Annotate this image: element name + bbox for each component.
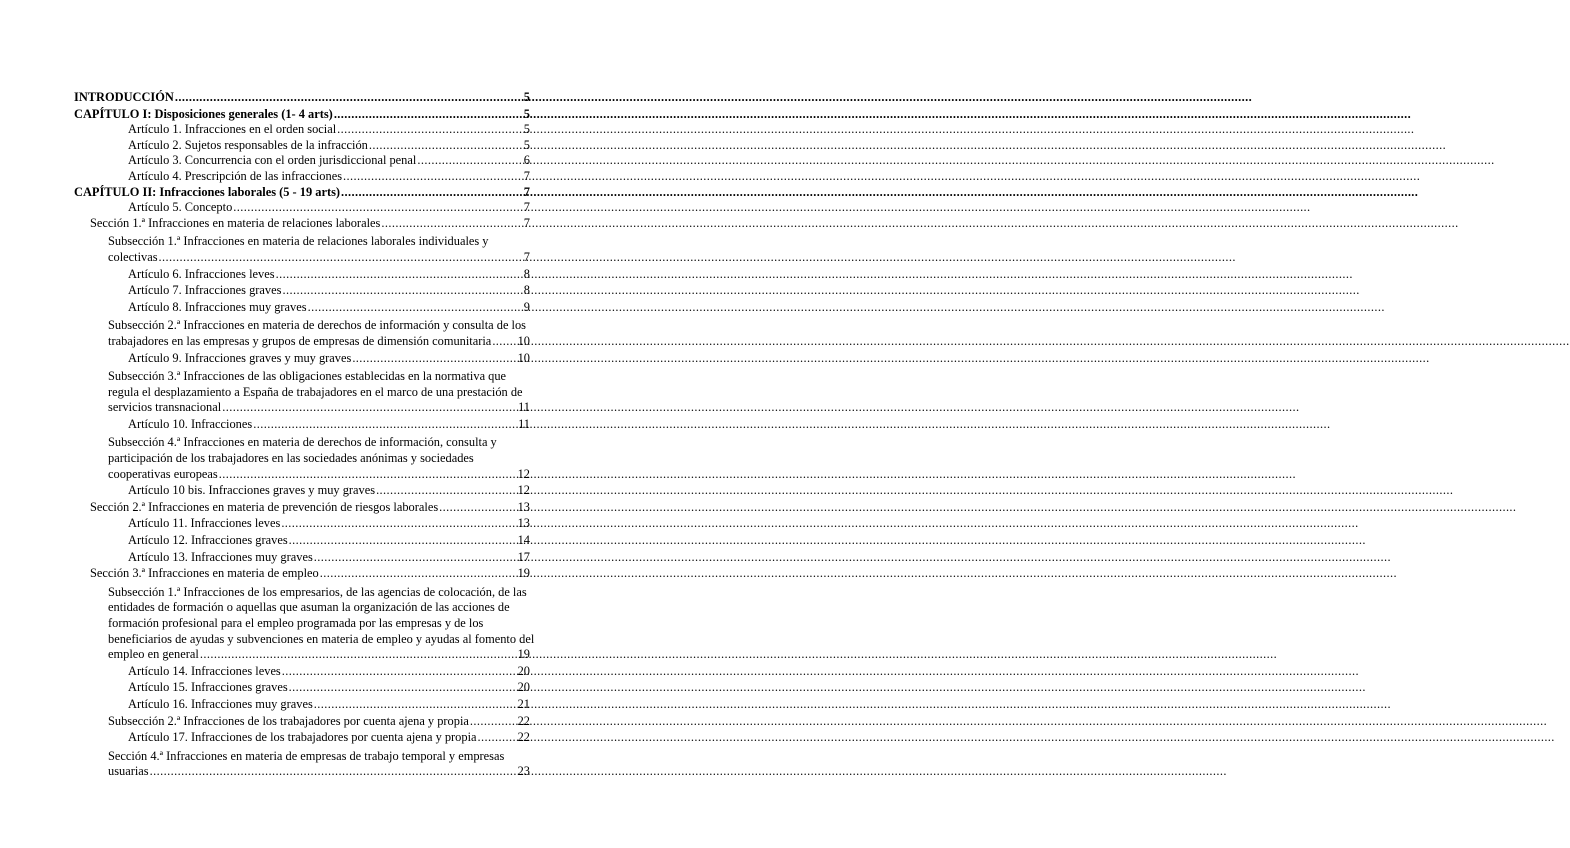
toc-entry-title: Artículo 11. Infracciones leves bbox=[128, 516, 281, 531]
toc-page-number: 7 bbox=[523, 184, 530, 199]
toc-leader-dots bbox=[478, 730, 517, 746]
toc-entry-articulo-10-bis[interactable] bbox=[128, 483, 530, 499]
toc-entry-articulo-10[interactable] bbox=[128, 417, 530, 433]
toc-entry-title: Artículo 7. Infracciones graves bbox=[128, 283, 282, 298]
toc-entry-articulo-3[interactable] bbox=[128, 153, 530, 169]
toc-page-number: 5 bbox=[523, 90, 530, 104]
toc-entry-articulo-9[interactable] bbox=[128, 351, 530, 367]
toc-leader-dots bbox=[381, 216, 522, 232]
toc-page-number: 11 bbox=[518, 400, 530, 415]
toc-entry-title: Artículo 13. Infracciones muy graves bbox=[128, 549, 313, 564]
toc-entry-title-line: Subsección 1.ª Infracciones en materia de relaciones laborales individuales y bbox=[108, 234, 489, 249]
toc-entry-title: Artículo 5. Concepto bbox=[128, 200, 233, 215]
toc-entry-title: Artículo 8. Infracciones muy graves bbox=[128, 299, 307, 314]
toc-page-number: 14 bbox=[517, 533, 530, 548]
toc-leader-dots bbox=[334, 107, 523, 123]
toc-entry-articulo-1[interactable] bbox=[128, 122, 530, 138]
toc-entry-seccion-3[interactable] bbox=[90, 566, 530, 582]
toc-leader-dots bbox=[343, 169, 523, 185]
toc-page-number: 7 bbox=[523, 215, 530, 230]
toc-page-number: 9 bbox=[523, 299, 530, 314]
toc-entry-capitulo-2[interactable] bbox=[74, 185, 530, 201]
toc-leader-dots bbox=[233, 200, 523, 216]
toc-leader-dots bbox=[341, 185, 523, 201]
toc-entry-title-line: formación profesional para el empleo programada por las empresas y de los bbox=[108, 616, 484, 630]
toc-entry-title-line: Subsección 1.ª Infracciones de los empresarios, de las agencias de colocación, de las bbox=[108, 584, 527, 599]
toc-entry-title: INTRODUCCIÓN bbox=[74, 90, 174, 104]
toc-entry-title: Artículo 12. Infracciones graves bbox=[128, 533, 288, 548]
toc-entry-title-line: Sección 4.ª Infracciones en materia de empresas de trabajo temporal y empresas bbox=[108, 748, 505, 763]
toc-entry-title-line: Subsección 4.ª Infracciones en materia de derechos de información, consulta y bbox=[108, 435, 497, 450]
toc-entry-title-line: cooperativas europeas bbox=[108, 466, 218, 481]
toc-entry-title-line: usuarias bbox=[108, 764, 149, 779]
toc-entry-subseccion-1-1[interactable] bbox=[108, 234, 530, 265]
toc-page-number: 20 bbox=[517, 663, 530, 678]
toc-entry-title-line: servicios transnacional bbox=[108, 400, 222, 415]
toc-entry-articulo-5[interactable] bbox=[128, 200, 530, 216]
toc-entry-title: Artículo 16. Infracciones muy graves bbox=[128, 696, 313, 711]
toc-entry-seccion-1[interactable] bbox=[90, 216, 530, 232]
toc-entry-articulo-11[interactable] bbox=[128, 516, 530, 532]
toc-entry-title: Sección 1.ª Infracciones en materia de relaciones laborales bbox=[90, 215, 381, 230]
toc-leader-dots bbox=[219, 467, 517, 483]
toc-leader-dots bbox=[282, 664, 517, 680]
toc-leader-dots bbox=[314, 697, 517, 713]
toc-entry-title-line: participación de los trabajadores en las sociedades anónimas y sociedades bbox=[108, 451, 474, 466]
toc-page-number: 22 bbox=[517, 713, 530, 728]
toc-leader-dots bbox=[289, 680, 517, 696]
toc-page-number: 13 bbox=[517, 516, 530, 531]
toc-entry-title: Artículo 15. Infracciones graves bbox=[128, 680, 288, 695]
toc-entry-subseccion-1-4[interactable] bbox=[108, 435, 530, 482]
toc-page-number: 13 bbox=[517, 499, 530, 514]
toc-entry-articulo-13[interactable] bbox=[128, 550, 530, 566]
toc-entry-capitulo-1[interactable] bbox=[74, 107, 530, 123]
toc-leader-dots bbox=[337, 122, 523, 138]
toc-entry-title: Artículo 2. Sujetos responsables de la infracción bbox=[128, 137, 368, 152]
toc-entry-title-line: regula el desplazamiento a España de trabajadores en el marco de una prestación de bbox=[108, 384, 523, 399]
toc-leader-dots bbox=[159, 250, 523, 266]
toc-leader-dots bbox=[417, 153, 522, 169]
toc-page-number: 10 bbox=[517, 350, 530, 365]
toc-entry-articulo-6[interactable] bbox=[128, 267, 530, 283]
toc-leader-dots bbox=[175, 90, 523, 106]
toc-entry-title-line: beneficiarios de ayudas y subvenciones en materia de empleo y ayudas al fomento del bbox=[108, 631, 535, 646]
toc-page-number: 6 bbox=[523, 153, 530, 168]
toc-entry-title: Artículo 3. Concurrencia con el orden jurisdiccional penal bbox=[128, 153, 417, 168]
toc-page-number: 19 bbox=[517, 566, 530, 581]
toc-page-number: 17 bbox=[517, 549, 530, 564]
toc-leader-dots bbox=[470, 714, 517, 730]
toc-entry-articulo-15[interactable] bbox=[128, 680, 530, 696]
toc-page-number: 8 bbox=[523, 266, 530, 281]
toc-entry-subseccion-1-3[interactable] bbox=[108, 369, 530, 416]
toc-entry-subseccion-3-2[interactable] bbox=[108, 714, 530, 730]
toc-page-number: 19 bbox=[517, 647, 530, 662]
toc-leader-dots bbox=[222, 400, 517, 416]
toc-entry-articulo-16[interactable] bbox=[128, 697, 530, 713]
toc-page-number: 23 bbox=[517, 764, 530, 779]
toc-page-number: 8 bbox=[523, 283, 530, 298]
toc-entry-title: Artículo 14. Infracciones leves bbox=[128, 663, 281, 678]
toc-leader-dots bbox=[314, 550, 517, 566]
toc-page-number: 21 bbox=[517, 696, 530, 711]
toc-entry-title: Artículo 1. Infracciones en el orden social bbox=[128, 122, 337, 137]
toc-leader-dots bbox=[289, 533, 517, 549]
toc-leader-dots bbox=[369, 138, 523, 154]
toc-entry-title-line: trabajadores en las empresas y grupos de empresas de dimensión comunitaria bbox=[108, 333, 492, 348]
toc-leader-dots bbox=[281, 516, 516, 532]
toc-page-number: 10 bbox=[517, 333, 530, 348]
table-of-contents bbox=[74, 90, 535, 780]
toc-entry-title: Artículo 17. Infracciones de los trabajadores por cuenta ajena y propia bbox=[128, 730, 477, 745]
toc-entry-title: Artículo 4. Prescripción de las infracciones bbox=[128, 168, 343, 183]
toc-page-number: 7 bbox=[523, 200, 530, 215]
toc-entry-subseccion-1-2[interactable] bbox=[108, 318, 530, 349]
toc-leader-dots bbox=[200, 647, 517, 663]
toc-entry-title: Artículo 10. Infracciones bbox=[128, 416, 253, 431]
toc-page-number: 7 bbox=[523, 168, 530, 183]
toc-page-number: 5 bbox=[523, 137, 530, 152]
toc-page-number: 11 bbox=[518, 416, 530, 431]
toc-entry-articulo-4[interactable] bbox=[128, 169, 530, 185]
toc-page-number: 12 bbox=[517, 466, 530, 481]
toc-page-number: 12 bbox=[517, 483, 530, 498]
toc-entry-title-line: empleo en general bbox=[108, 647, 199, 662]
toc-entry-title-line: Subsección 2.ª Infracciones en materia de derechos de información y consulta de los bbox=[108, 318, 527, 333]
toc-page-number: 5 bbox=[523, 122, 530, 137]
toc-page-number: 20 bbox=[517, 680, 530, 695]
toc-page-number: 5 bbox=[523, 106, 530, 121]
toc-entry-seccion-2[interactable] bbox=[90, 500, 530, 516]
toc-leader-dots bbox=[276, 267, 523, 283]
toc-entry-articulo-2[interactable] bbox=[128, 138, 530, 154]
toc-entry-title: Artículo 10 bis. Infracciones graves y muy graves bbox=[128, 483, 376, 498]
toc-page-number: 22 bbox=[517, 730, 530, 745]
toc-leader-dots bbox=[320, 566, 517, 582]
toc-leader-dots bbox=[352, 351, 516, 367]
toc-leader-dots bbox=[150, 764, 517, 780]
toc-entry-articulo-7[interactable] bbox=[128, 283, 530, 299]
toc-leader-dots bbox=[439, 500, 516, 516]
toc-entry-title: Subsección 2.ª Infracciones de los trabajadores por cuenta ajena y propia bbox=[108, 713, 469, 728]
toc-entry-introduccion[interactable] bbox=[74, 90, 530, 106]
toc-entry-articulo-8[interactable] bbox=[128, 300, 530, 316]
toc-entry-articulo-17[interactable] bbox=[128, 730, 530, 746]
toc-entry-seccion-4[interactable] bbox=[108, 749, 530, 780]
toc-leader-dots bbox=[282, 283, 522, 299]
toc-entry-title: CAPÍTULO I: Disposiciones generales (1- 4 arts) bbox=[74, 106, 333, 121]
toc-entry-title: CAPÍTULO II: Infracciones laborales (5 - 19 arts) bbox=[74, 184, 341, 199]
toc-entry-articulo-14[interactable] bbox=[128, 664, 530, 680]
toc-page-number: 7 bbox=[523, 249, 530, 264]
toc-entry-title-line: entidades de formación o aquellas que asuman la organización de las acciones de bbox=[108, 600, 510, 615]
toc-entry-title: Sección 2.ª Infracciones en materia de prevención de riesgos laborales bbox=[90, 499, 439, 514]
toc-leader-dots bbox=[376, 483, 517, 499]
toc-leader-dots bbox=[492, 334, 516, 350]
toc-entry-subseccion-3-1[interactable] bbox=[108, 584, 535, 663]
toc-entry-title-line: Subsección 3.ª Infracciones de las obligaciones establecidas en la normativa que bbox=[108, 369, 507, 384]
toc-leader-dots bbox=[253, 417, 517, 433]
toc-leader-dots bbox=[308, 300, 523, 316]
toc-entry-title-line: colectivas bbox=[108, 249, 158, 264]
toc-entry-articulo-12[interactable] bbox=[128, 533, 530, 549]
toc-entry-title: Artículo 9. Infracciones graves y muy graves bbox=[128, 350, 352, 365]
toc-entry-title: Artículo 6. Infracciones leves bbox=[128, 266, 275, 281]
toc-entry-title: Sección 3.ª Infracciones en materia de empleo bbox=[90, 566, 319, 581]
